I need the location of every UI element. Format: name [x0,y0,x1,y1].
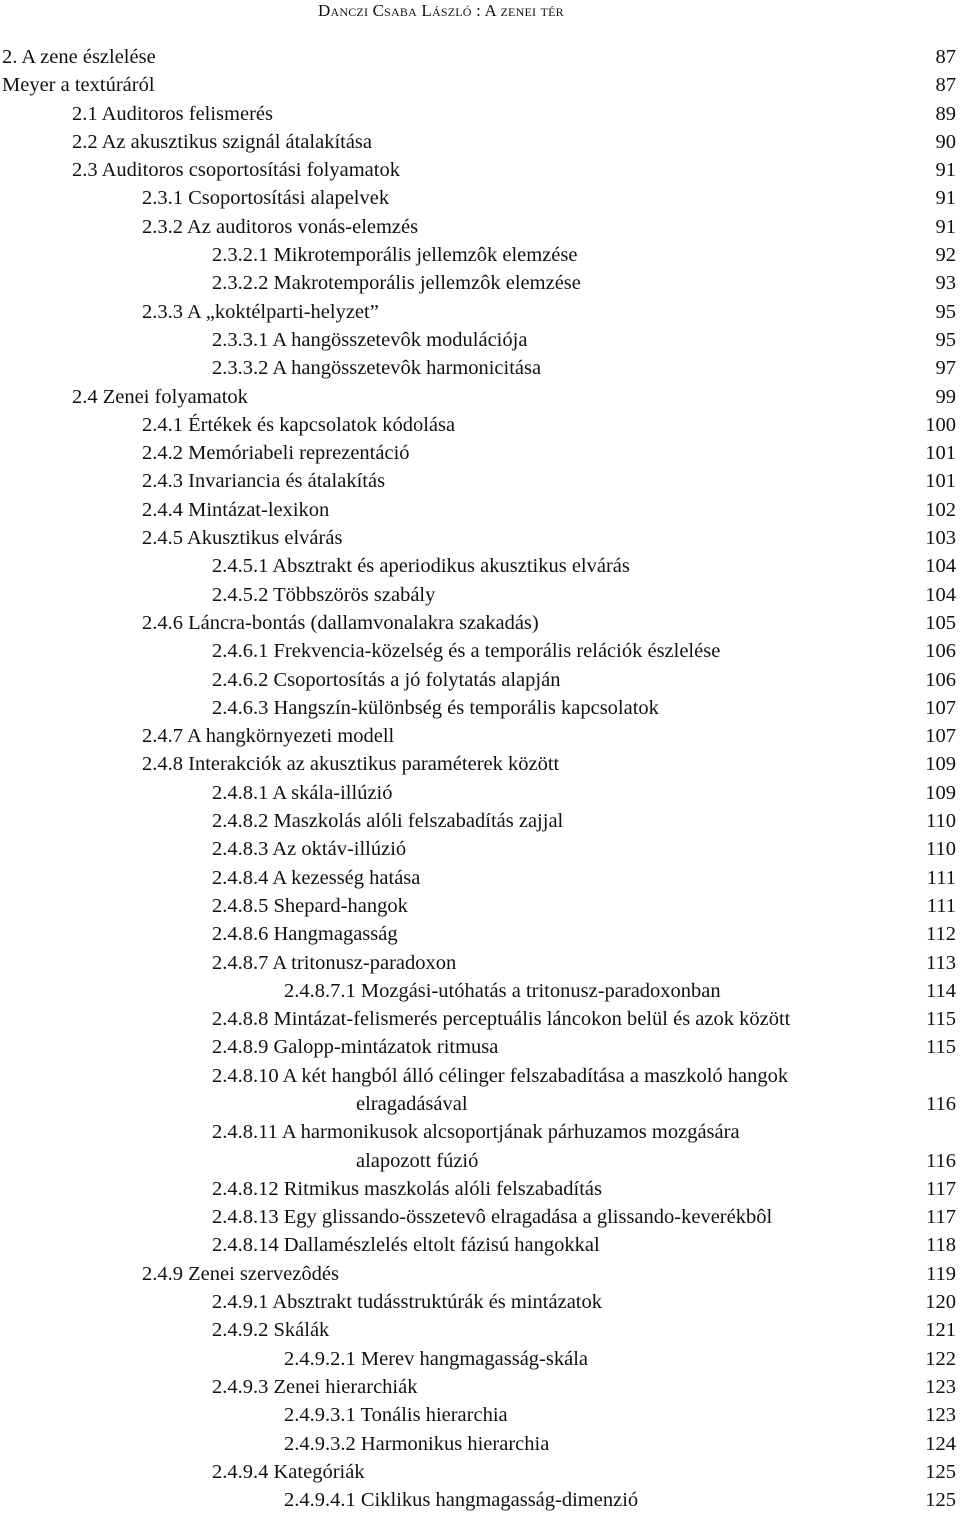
toc-entry [0,1203,960,1231]
toc-entry-title: 2.4.8.7 A tritonusz-paradoxon [212,951,457,974]
toc-entry-title: 2.3.2 Az auditoros vonás-elemzés [142,215,419,238]
toc-entry-title: alapozott fúzió [356,1149,479,1172]
toc-entry-title: 2.4.9.4 Kategóriák [212,1460,365,1483]
toc-entry [0,354,960,382]
toc-entry-title: 2.4.8.8 Mintázat-felismerés perceptuális láncokon belül és azok között [212,1008,791,1031]
toc-entry [0,1231,960,1259]
toc-entry-title: 2.3.3.2 A hangösszetevôk harmonicitása [212,357,542,380]
toc-entry-title: 2.4.8.9 Galopp-mintázatok ritmusa [212,1036,499,1059]
toc-entry-page-number: 106 [925,640,956,663]
toc-entry-title: 2.4.8.13 Egy glissando-összetevô elragadása a glissando-keverékbôl [212,1206,773,1229]
toc-entry-title: 2.4.5.2 Többszörös szabály [212,583,436,606]
toc-entry-title: 2.3.1 Csoportosítási alapelvek [142,187,390,210]
toc-entry-title: 2.4.9.3 Zenei hierarchiák [212,1375,418,1398]
toc-entry [0,779,960,807]
toc-entry-page-number: 91 [935,159,956,182]
toc-entry-page-number: 105 [925,611,956,634]
toc-entry-page-number: 125 [925,1489,956,1512]
toc-entry [0,1118,960,1146]
toc-entry-page-number: 117 [926,1206,956,1229]
toc-entry [0,269,960,297]
toc-entry [0,694,960,722]
toc-entry [0,1175,960,1203]
toc-entry-page-number: 107 [925,725,956,748]
table-of-contents [0,43,960,1514]
toc-entry-page-number: 116 [926,1149,956,1172]
toc-entry-page-number: 103 [925,527,956,550]
toc-entry [0,1062,960,1090]
toc-entry-title: 2. A zene észlelése [2,46,156,68]
toc-entry-page-number: 115 [926,1008,956,1031]
toc-entry-title: 2.4.9.2 Skálák [212,1319,330,1342]
toc-entry-page-number: 115 [926,1036,956,1059]
toc-entry-page-number: 119 [926,1262,956,1285]
toc-entry-title: 2.4.8.4 A kezesség hatása [212,866,421,889]
toc-entry-title: 2.4.9 Zenei szervezôdés [142,1262,339,1285]
toc-entry [0,1316,960,1344]
toc-entry-title: 2.4.6 Láncra-bontás (dallamvonalakra szakadás) [142,611,539,634]
toc-entry-page-number: 106 [925,668,956,691]
toc-entry-page-number: 91 [935,187,956,210]
toc-entry [0,213,960,241]
toc-entry [0,43,960,71]
toc-entry [0,439,960,467]
toc-entry [0,750,960,778]
toc-entry-page-number: 97 [935,357,956,380]
toc-entry [0,637,960,665]
toc-entry-title: 2.4 Zenei folyamatok [72,385,248,408]
toc-entry-page-number: 102 [925,498,956,521]
toc-entry-page-number: 99 [935,385,956,408]
toc-entry-page-number: 110 [926,810,956,833]
toc-entry-page-number: 95 [935,328,956,351]
toc-entry-title: 2.4.8.6 Hangmagasság [212,923,398,946]
toc-entry [0,156,960,184]
toc-entry-title: 2.4.8.3 Az oktáv-illúzió [212,838,407,861]
toc-entry-title: 2.3.3.1 A hangösszetevôk modulációja [212,328,528,351]
toc-entry-title: 2.4.5 Akusztikus elvárás [142,527,343,550]
toc-entry-page-number: 111 [926,866,956,889]
toc-entry-page-number: 117 [926,1177,956,1200]
toc-entry [0,722,960,750]
toc-entry-title: 2.4.8.10 A két hangból álló célinger felszabadítása a maszkoló hangok [212,1064,789,1087]
toc-entry-title: 2.4.8.12 Ritmikus maszkolás alóli felszabadítás [212,1177,603,1200]
running-header [0,0,960,30]
toc-entry [0,1486,960,1514]
toc-entry-page-number: 123 [925,1375,956,1398]
toc-entry [0,552,960,580]
toc-entry [0,100,960,128]
toc-entry-page-number: 123 [925,1404,956,1427]
toc-entry [0,524,960,552]
toc-entry-title: 2.4.3 Invariancia és átalakítás [142,470,386,493]
toc-entry-page-number: 87 [935,46,956,68]
toc-entry [0,467,960,495]
toc-entry-page-number: 112 [926,923,956,946]
toc-entry-title: 2.3.2.2 Makrotemporális jellemzôk elemzése [212,272,581,295]
toc-entry-page-number: 104 [925,583,956,606]
toc-entry [0,581,960,609]
toc-entry [0,1005,960,1033]
toc-entry [0,326,960,354]
toc-entry [0,383,960,411]
toc-entry-title: 2.4.7 A hangkörnyezeti modell [142,725,395,748]
toc-entry [0,71,960,99]
toc-entry [0,128,960,156]
toc-entry [0,184,960,212]
toc-entry-page-number: 111 [926,894,956,917]
toc-entry-page-number: 101 [925,442,956,465]
toc-entry-title: 2.4.1 Értékek és kapcsolatok kódolása [142,413,456,436]
toc-entry-page-number: 89 [935,102,956,125]
toc-entry-title: 2.3.2.1 Mikrotemporális jellemzôk elemzése [212,244,578,267]
toc-entry-page-number: 100 [925,413,956,436]
toc-entry-page-number: 107 [925,696,956,719]
toc-entry-page-number: 124 [925,1432,956,1455]
toc-entry [0,1430,960,1458]
running-title: Danczi Csaba László : A zenei tér [318,1,564,20]
toc-entry-page-number: 92 [935,244,956,267]
toc-entry-page-number: 109 [925,781,956,804]
toc-entry-title: 2.4.8.14 Dallamészlelés eltolt fázisú hangokkal [212,1234,600,1257]
toc-entry [0,609,960,637]
toc-entry-page-number: 113 [926,951,956,974]
toc-entry-title: 2.4.9.2.1 Merev hangmagasság-skála [284,1347,588,1370]
toc-entry-title: 2.4.5.1 Absztrakt és aperiodikus akusztikus elvárás [212,555,630,578]
toc-entry-page-number: 118 [926,1234,956,1257]
toc-entry-title: 2.2 Az akusztikus szignál átalakítása [72,130,373,153]
toc-entry-title: 2.4.6.2 Csoportosítás a jó folytatás alapján [212,668,561,691]
toc-entry-page-number: 90 [935,130,956,153]
toc-entry-title: 2.4.9.4.1 Ciklikus hangmagasság-dimenzió [284,1489,639,1512]
toc-entry-title: 2.4.8.11 A harmonikusok alcsoportjának párhuzamos mozgására [212,1121,740,1144]
toc-entry-title: 2.4.8.2 Maszkolás alóli felszabadítás zajjal [212,810,564,833]
toc-entry [0,666,960,694]
toc-entry [0,1288,960,1316]
toc-entry-page-number: 121 [925,1319,956,1342]
toc-entry-title: 2.4.8.7.1 Mozgási-utóhatás a tritonusz-paradoxonban [284,979,721,1002]
toc-entry-title: 2.4.4 Mintázat-lexikon [142,498,330,521]
toc-entry-page-number: 116 [926,1092,956,1115]
toc-entry-title: 2.4.6.1 Frekvencia-közelség és a temporális relációk észlelése [212,640,721,663]
toc-entry-page-number: 104 [925,555,956,578]
toc-entry [0,298,960,326]
toc-entry-page-number: 125 [925,1460,956,1483]
toc-entry-title: 2.4.8 Interakciók az akusztikus paraméterek között [142,753,560,776]
toc-entry [0,1090,960,1118]
toc-entry [0,892,960,920]
toc-entry-page-number: 95 [935,300,956,323]
toc-entry-title: 2.1 Auditoros felismerés [72,102,273,125]
toc-entry [0,1260,960,1288]
toc-entry-title: 2.3 Auditoros csoportosítási folyamatok [72,159,400,182]
toc-entry-title: 2.4.9.3.1 Tonális hierarchia [284,1404,508,1427]
toc-entry-title: Meyer a textúráról [2,74,155,97]
toc-entry-title: 2.4.8.5 Shepard-hangok [212,894,408,917]
toc-entry-title: 2.4.9.3.2 Harmonikus hierarchia [284,1432,550,1455]
toc-entry [0,1373,960,1401]
toc-entry [0,1458,960,1486]
toc-entry-page-number: 114 [926,979,956,1002]
toc-entry-page-number: 101 [925,470,956,493]
toc-entry [0,920,960,948]
toc-entry-page-number: 120 [925,1291,956,1314]
toc-entry-page-number: 109 [925,753,956,776]
toc-entry-page-number: 110 [926,838,956,861]
toc-entry [0,807,960,835]
toc-entry-title: elragadásával [356,1092,468,1115]
toc-entry-page-number: 91 [935,215,956,238]
toc-entry-title: 2.4.6.3 Hangszín-különbség és temporális kapcsolatok [212,696,659,719]
toc-entry-page-number: 122 [925,1347,956,1370]
toc-entry-title: 2.4.9.1 Absztrakt tudásstruktúrák és mintázatok [212,1291,602,1314]
toc-entry-page-number: 87 [935,74,956,97]
toc-entry [0,977,960,1005]
toc-entry [0,1345,960,1373]
toc-entry [0,1033,960,1061]
toc-entry-title: 2.4.2 Memóriabeli reprezentáció [142,442,410,465]
toc-entry [0,496,960,524]
toc-entry [0,241,960,269]
toc-entry [0,949,960,977]
toc-entry [0,411,960,439]
toc-entry [0,835,960,863]
toc-entry-page-number: 93 [935,272,956,295]
toc-entry [0,1147,960,1175]
toc-entry [0,864,960,892]
toc-entry-title: 2.3.3 A „koktélparti-helyzet” [142,300,379,323]
toc-entry [0,1401,960,1429]
toc-entry-title: 2.4.8.1 A skála-illúzió [212,781,393,804]
